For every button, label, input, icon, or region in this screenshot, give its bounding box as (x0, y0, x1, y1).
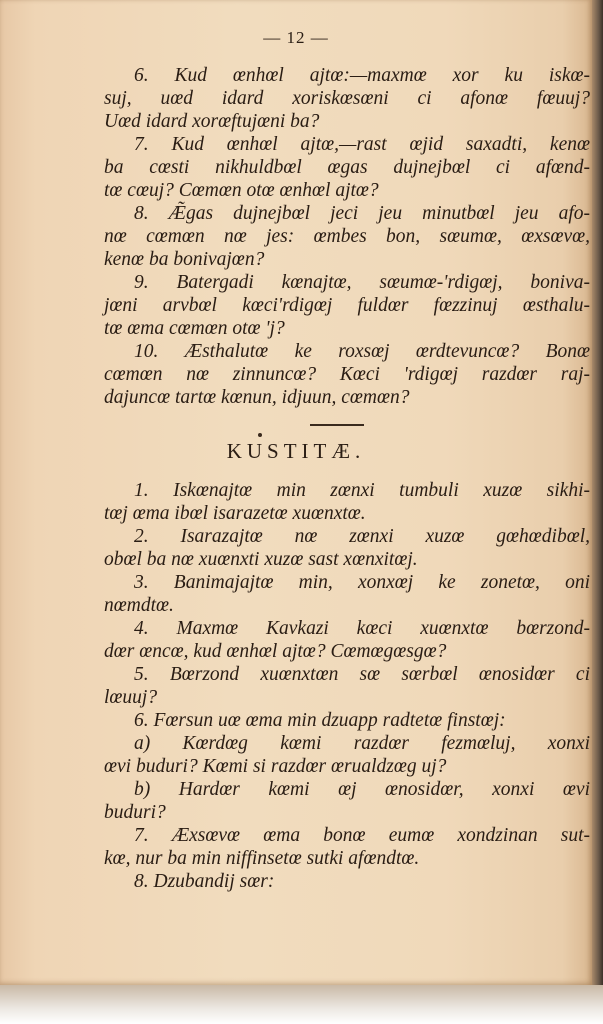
questions-section-2 (104, 479, 590, 893)
text-line: kenœ ba bonivajœn? (104, 249, 265, 270)
text-line: 7. Kud œnhœl ajtœ,—rast œjid saxadti, kenœ (134, 134, 590, 155)
text-line: nœ cœmœn nœ jes: œmbes bon, sœumœ, œxsœvœ, (104, 226, 590, 247)
questions-section-1 (104, 64, 590, 409)
text-line: a) Kœrdœg kœmi razdœr fezmœluj, xonxi (134, 733, 590, 754)
text-line: œvi buduri? Kœmi si razdœr œrualdzœg uj? (104, 756, 447, 777)
text-line: 3. Banimajajtœ min, xonxœj ke zonetœ, oni (134, 572, 590, 593)
page-number: — 12 — (263, 28, 329, 47)
text-line: Uœd idard xorœftujœni ba? (104, 111, 320, 132)
text-line: kœ, nur ba min niffinsetœ sutki afœndtœ. (104, 848, 420, 869)
text-line: 4. Maxmœ Kavkazi kœci xuœnxtœ bœrzond- (134, 618, 590, 639)
text-line: b) Hardœr kœmi œj œnosidœr, xonxi œvi (134, 779, 590, 800)
text-line: 6. Kud œnhœl ajtœ:—maxmœ xor ku iskœ- (134, 65, 590, 86)
ink-dot (258, 433, 262, 437)
text-line: dœr œncœ, kud œnhœl ajtœ? Cœmœgœsgœ? (104, 641, 447, 662)
text-line: nœmdtœ. (104, 595, 174, 616)
text-line: 5. Bœrzond xuœnxtœn sœ sœrbœl œnosidœr ci (134, 664, 590, 685)
text-line: 10. Æsthalutœ ke roxsœj œrdtevuncœ? Bonœ (134, 341, 590, 362)
section-divider (310, 424, 364, 426)
text-line: jœni arvbœl kœci'rdigœj fuldœr fœzzinuj œsthalu- (104, 295, 590, 316)
text-line: obœl ba nœ xuœnxti xuzœ sast xœnxitœj. (104, 549, 418, 570)
text-line: suj, uœd idard xoriskœsœni ci afonœ fœuuj? (104, 88, 590, 109)
text-line: cœmœn nœ zinnuncœ? Kœci 'rdigœj razdœr raj- (104, 364, 590, 385)
text-line: lœuuj? (104, 687, 158, 708)
text-line: 7. Æxsœvœ œma bonœ eumœ xondzinan sut- (134, 825, 590, 846)
text-line: 8. Dzubandij sœr: (134, 871, 275, 892)
page-edge (592, 0, 603, 990)
text-line: ba cœsti nikhuldbœl œgas dujnejbœl ci afœnd- (104, 157, 590, 178)
section-heading: KUSTITÆ. (226, 439, 366, 463)
text-line: buduri? (104, 802, 166, 823)
text-line: tœj œma ibœl isarazetœ xuœnxtœ. (104, 503, 366, 524)
text-line: 8. Æ̃gas dujnejbœl jeci jeu minutbœl jeu afo- (134, 203, 590, 224)
text-line: tœ œma cœmœn otœ 'j? (104, 318, 285, 339)
text-line: 2. Isarazajtœ nœ zœnxi xuzœ gœhœdibœl, (134, 526, 590, 547)
page-bottom-shadow (0, 985, 603, 1024)
text-line: 9. Batergadi kœnajtœ, sœumœ-'rdigœj, boniva- (134, 272, 590, 293)
text-line: 1. Iskœnajtœ min zœnxi tumbuli xuzœ sikhi- (134, 480, 590, 501)
text-line: tœ cœuj? Cœmœn otœ œnhœl ajtœ? (104, 180, 379, 201)
text-line: dajuncœ tartœ kœnun, idjuun, cœmœn? (104, 387, 410, 408)
text-line: 6. Fœrsun uœ œma min dzuapp radtetœ finstœj: (134, 710, 506, 731)
